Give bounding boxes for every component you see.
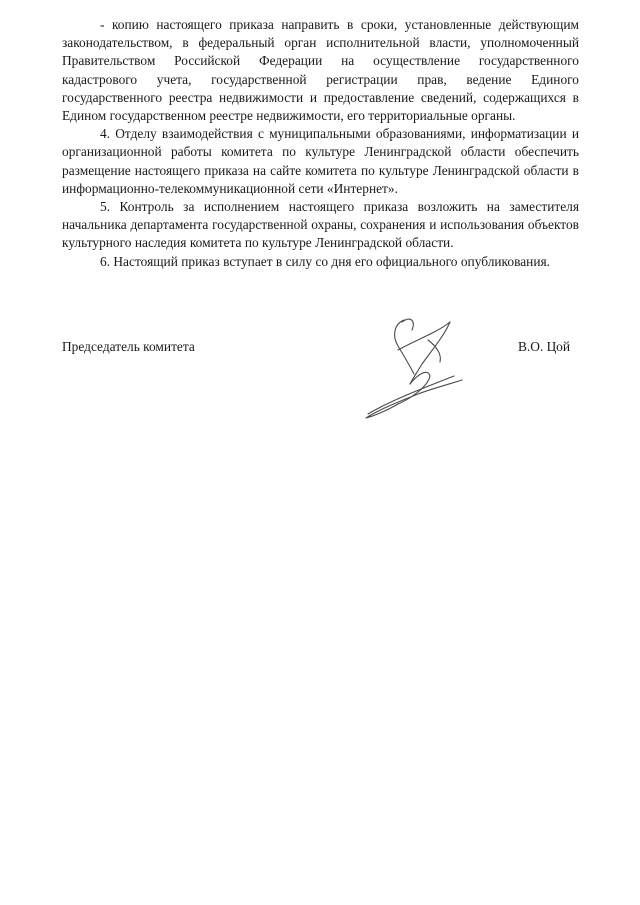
signatory-title: Председатель комитета bbox=[62, 339, 195, 354]
paragraph-item-6: 6. Настоящий приказ вступает в силу со дня его официального опубликования. bbox=[100, 253, 550, 269]
document-body bbox=[62, 16, 579, 271]
handwritten-signature bbox=[358, 310, 478, 428]
paragraph-item-4: 4. Отделу взаимодействия с муниципальными образованиями, информатизации и организационной работы комитета по культуре Ленинградской области обеспечить размещение настоящего приказа на сайте комитета по культуре Ленинградской области в информационно-телекоммуникационной сети «Интернет». bbox=[62, 126, 579, 196]
signatory-name: В.О. Цой bbox=[518, 339, 570, 354]
paragraph-item-5: 5. Контроль за исполнением настоящего приказа возложить на заместителя начальника департамента государственной охраны, сохранения и использования объектов культурного наследия комитета по культуре Ленинградской области. bbox=[62, 199, 579, 251]
paragraph-copy-directive: - копию настоящего приказа направить в сроки, установленные действующим законодательством, в федеральный орган исполнительной власти, уполномоченный Правительством Российской Федерации на осуществление государственного кадастрового учета, государственной регистрации прав, ведение Единого государственного реестра недвижимости и предоставление сведений, содержащихся в Едином государственном реестре недвижимости, его территориальные органы. bbox=[62, 17, 579, 124]
